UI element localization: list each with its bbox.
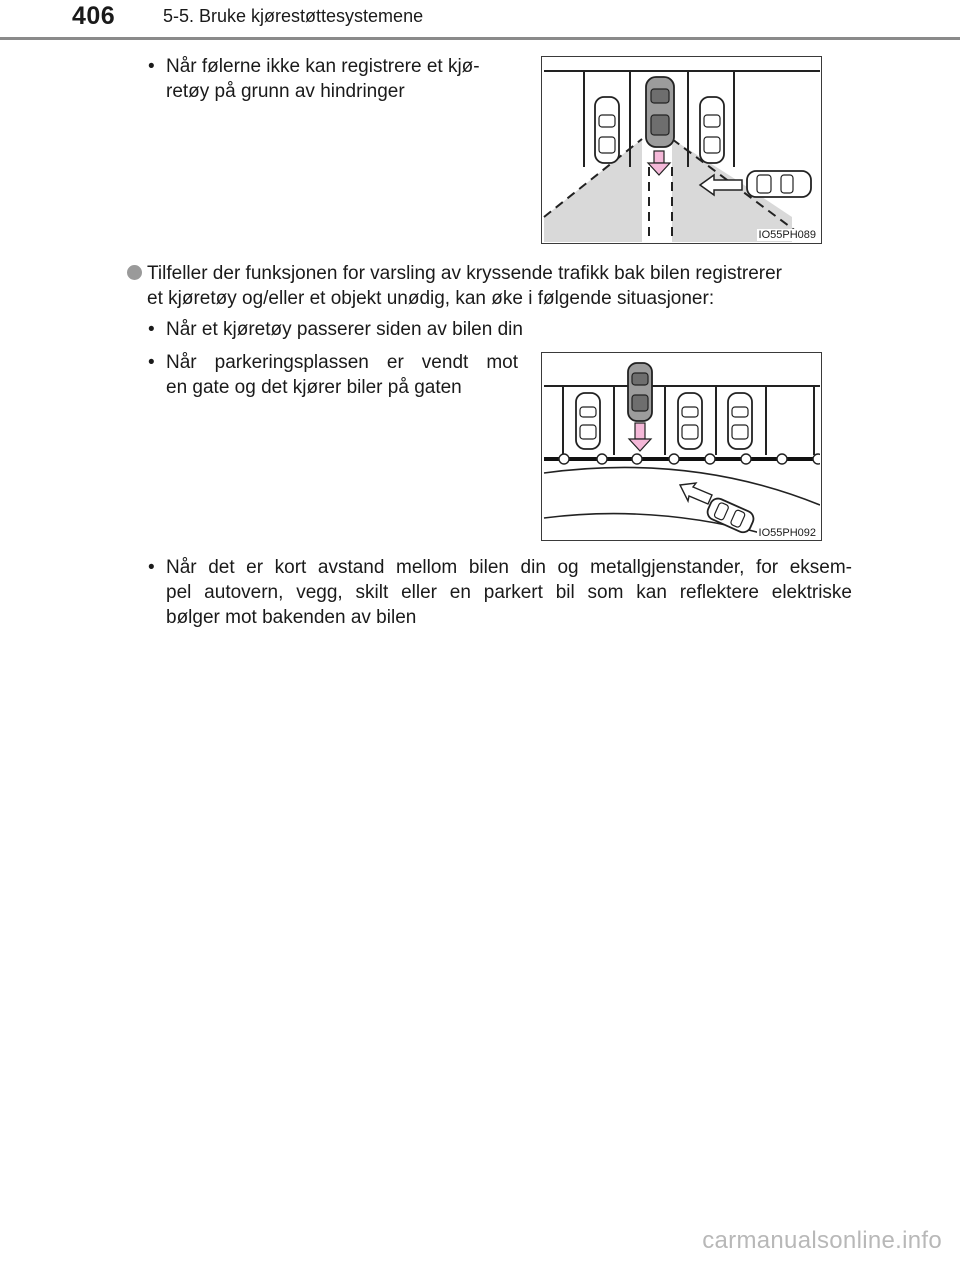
- figure-code: IO55PH089: [758, 229, 816, 241]
- bullet-text-line: pel autovern, vegg, skilt eller en parkert bil som kan reflektere elektriske: [166, 582, 852, 603]
- main-paragraph-line: Tilfeller der funksjonen for varsling av kryssende trafikk bak bilen registrerer: [147, 263, 783, 284]
- parked-car-icon: [700, 97, 724, 163]
- bullet-glyph: •: [148, 319, 155, 340]
- figure-street-parking: [541, 352, 822, 541]
- bullet-text-line: retøy på grunn av hindringer: [166, 81, 405, 102]
- own-car-icon: [646, 77, 674, 147]
- parked-car-icon: [728, 393, 752, 449]
- figure-code: IO55PH092: [758, 527, 816, 539]
- street-parking-illustration: [542, 353, 820, 539]
- street-car-icon: [705, 496, 756, 535]
- own-car-icon: [628, 363, 652, 421]
- bullet-glyph: •: [148, 56, 155, 77]
- bullet-text-line: Når et kjøretøy passerer siden av bilen din: [166, 319, 523, 340]
- parked-car-icon: [595, 97, 619, 163]
- main-paragraph: [147, 261, 859, 311]
- reverse-arrow-icon: [629, 423, 651, 451]
- section-bullet-icon: [127, 265, 142, 280]
- parked-car-icon: [576, 393, 600, 449]
- bullet-glyph: •: [148, 352, 155, 373]
- crossing-arrow-icon: [680, 483, 712, 504]
- parked-car-icon: [678, 393, 702, 449]
- sensor-area-left: [544, 139, 642, 242]
- bullet-text-line: Når det er kort avstand mellom bilen din og metallgjenstander, for eksem-: [166, 557, 852, 578]
- parking-obstruction-illustration: [542, 57, 820, 242]
- bullet-text-line: Når følerne ikke kan registrere et kjø-: [166, 56, 480, 77]
- main-paragraph-line: et kjøretøy og/eller et objekt unødig, kan øke i følgende situasjoner:: [147, 288, 715, 309]
- figure-parking-obstruction: [541, 56, 822, 244]
- page-number: 406: [72, 2, 116, 30]
- bullet-glyph: •: [148, 557, 155, 578]
- watermark: carmanualsonline.info: [702, 1227, 942, 1254]
- header-rule: [0, 37, 960, 40]
- bullet-text-line: bølger mot bakenden av bilen: [166, 607, 417, 628]
- section-title: 5-5. Bruke kjørestøttesystemene: [163, 6, 424, 26]
- approaching-car-icon: [747, 171, 811, 197]
- bullet-text-line: Når parkeringsplassen er vendt mot: [166, 352, 518, 373]
- bullet-text-line: en gate og det kjører biler på gaten: [166, 377, 462, 398]
